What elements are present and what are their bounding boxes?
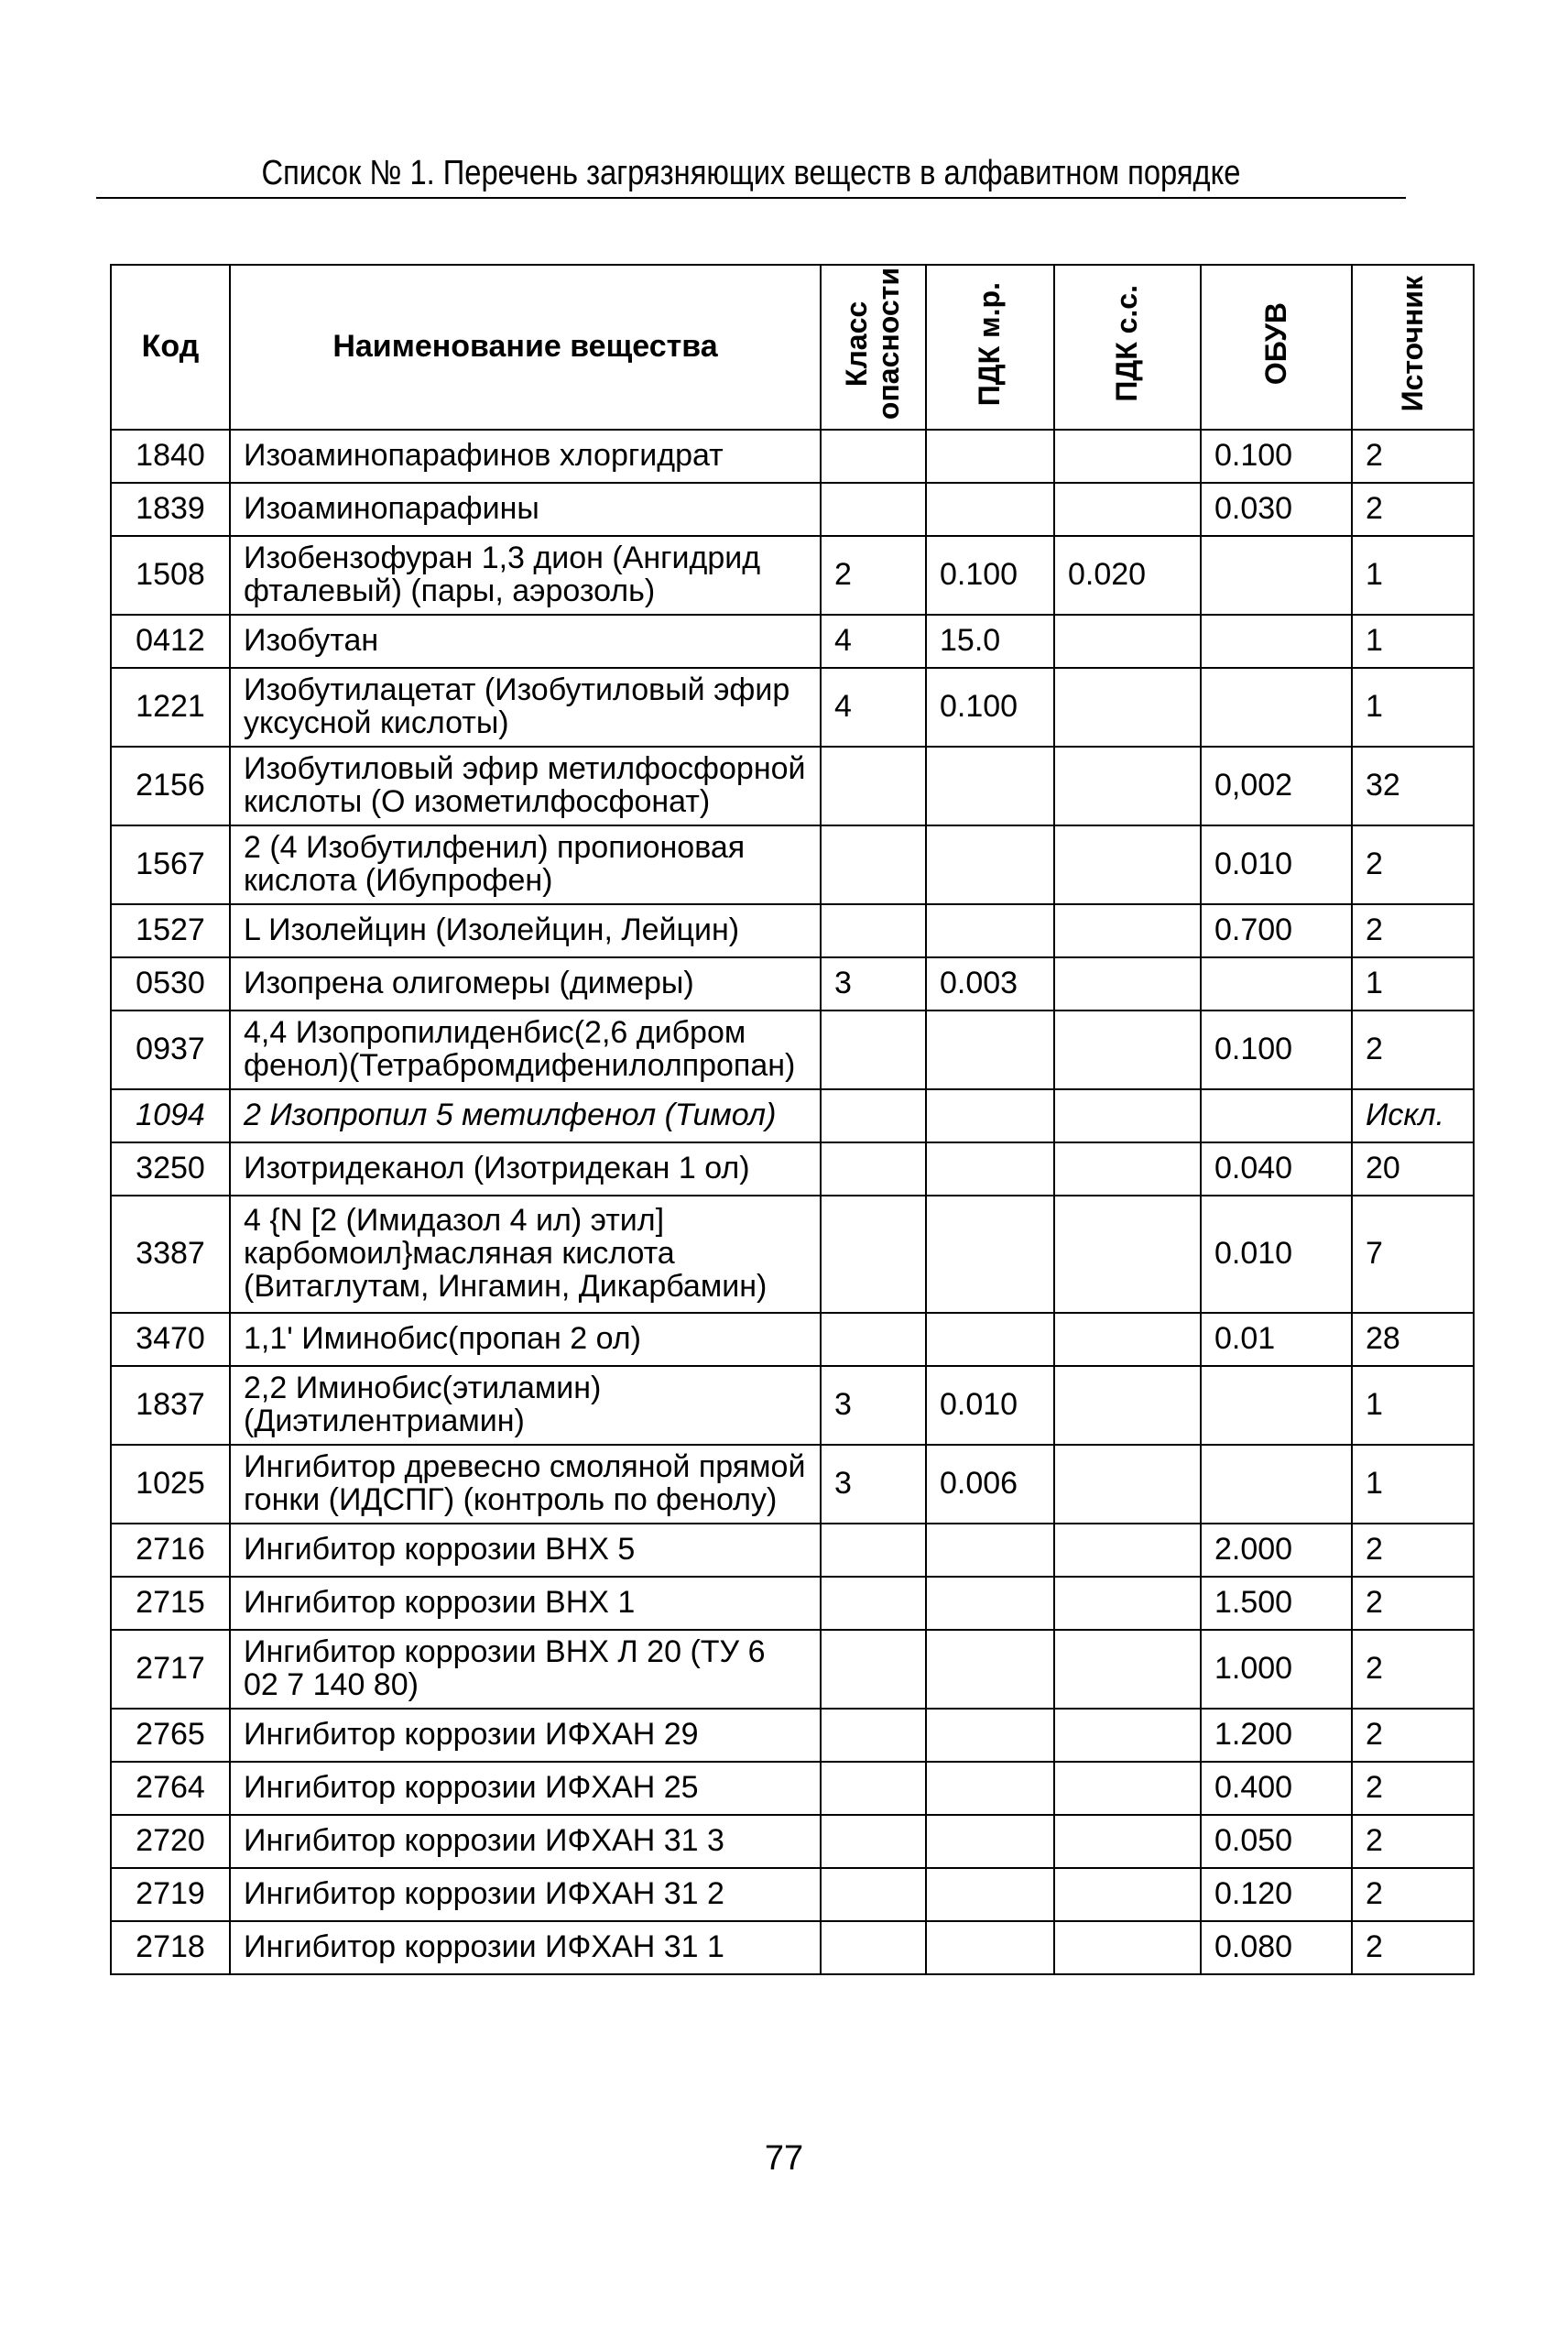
- name-cell: Изобутилацетат (Изобутиловый эфир уксусной кислоты): [230, 668, 821, 747]
- code-cell: 2718: [111, 1921, 230, 1974]
- col-header-pdk-mr: [926, 265, 1054, 430]
- pdk-ss-cell: [1054, 1921, 1201, 1974]
- pdk-mr-cell: [926, 1630, 1054, 1709]
- pdk-ss-cell: [1054, 825, 1201, 904]
- pdk-mr-cell: [926, 825, 1054, 904]
- obuv-cell: [1201, 1445, 1352, 1524]
- source-cell: 2: [1352, 483, 1474, 536]
- name-cell: Ингибитор коррозии ВНХ 1: [230, 1577, 821, 1630]
- source-cell: 2: [1352, 825, 1474, 904]
- code-cell: 1094: [111, 1089, 230, 1142]
- hazard-class-cell: [821, 1196, 926, 1313]
- code-cell: 2716: [111, 1524, 230, 1577]
- col-header-code-label: Код: [141, 329, 200, 365]
- obuv-cell: 0.010: [1201, 825, 1352, 904]
- pdk-ss-cell: [1054, 1630, 1201, 1709]
- pdk-ss-cell: [1054, 957, 1201, 1011]
- hazard-class-cell: [821, 1577, 926, 1630]
- hazard-class-cell: [821, 904, 926, 957]
- page-number: 77: [764, 2139, 804, 2178]
- pdk-mr-cell: 15.0: [926, 615, 1054, 668]
- obuv-cell: 0.040: [1201, 1142, 1352, 1196]
- pdk-mr-cell: 0.100: [926, 668, 1054, 747]
- pdk-ss-cell: [1054, 1089, 1201, 1142]
- source-cell: 2: [1352, 1630, 1474, 1709]
- name-cell: Ингибитор коррозии ИФХАН 29: [230, 1709, 821, 1762]
- hazard-class-cell: [821, 1921, 926, 1974]
- source-cell: 28: [1352, 1313, 1474, 1366]
- pdk-ss-cell: [1054, 483, 1201, 536]
- pdk-ss-cell: [1054, 1577, 1201, 1630]
- name-cell: Ингибитор коррозии ИФХАН 31 1: [230, 1921, 821, 1974]
- obuv-cell: 0.400: [1201, 1762, 1352, 1815]
- code-cell: 1839: [111, 483, 230, 536]
- name-cell: Ингибитор коррозии ИФХАН 31 2: [230, 1868, 821, 1921]
- obuv-cell: 0.010: [1201, 1196, 1352, 1313]
- table-row: [111, 1524, 1474, 1577]
- table-row: [111, 1089, 1474, 1142]
- pdk-mr-cell: 0.010: [926, 1366, 1054, 1445]
- source-cell: 2: [1352, 904, 1474, 957]
- source-cell: 32: [1352, 747, 1474, 825]
- col-header-name: [230, 265, 821, 430]
- source-cell: Искл.: [1352, 1089, 1474, 1142]
- name-cell: Ингибитор коррозии ВНХ Л 20 (ТУ 6 02 7 140 80): [230, 1630, 821, 1709]
- source-cell: 1: [1352, 615, 1474, 668]
- pdk-ss-cell: [1054, 1524, 1201, 1577]
- table-row: [111, 536, 1474, 615]
- source-cell: 1: [1352, 1445, 1474, 1524]
- pdk-mr-cell: [926, 904, 1054, 957]
- table-body: [111, 430, 1474, 1974]
- obuv-cell: [1201, 668, 1352, 747]
- obuv-cell: [1201, 1089, 1352, 1142]
- hazard-class-cell: [821, 1815, 926, 1868]
- source-cell: 2: [1352, 1762, 1474, 1815]
- pdk-ss-cell: [1054, 1011, 1201, 1089]
- name-cell: Изобутан: [230, 615, 821, 668]
- pdk-mr-cell: [926, 1868, 1054, 1921]
- code-cell: 1567: [111, 825, 230, 904]
- pdk-mr-cell: 0.100: [926, 536, 1054, 615]
- name-cell: 2 Изопропил 5 метилфенол (Тимол): [230, 1089, 821, 1142]
- source-cell: 2: [1352, 1868, 1474, 1921]
- pdk-ss-cell: [1054, 1313, 1201, 1366]
- page-title: Список № 1. Перечень загрязняющих веществ в алфавитном порядке: [261, 154, 1241, 192]
- pdk-mr-cell: [926, 430, 1054, 483]
- pdk-mr-cell: [926, 747, 1054, 825]
- obuv-cell: [1201, 957, 1352, 1011]
- pdk-mr-cell: [926, 1762, 1054, 1815]
- code-cell: 2719: [111, 1868, 230, 1921]
- hazard-class-cell: [821, 1524, 926, 1577]
- name-cell: Изобензофуран 1,3 дион (Ангидрид фталевый) (пары, аэрозоль): [230, 536, 821, 615]
- pdk-mr-cell: 0.003: [926, 957, 1054, 1011]
- obuv-cell: 1.000: [1201, 1630, 1352, 1709]
- code-cell: 1025: [111, 1445, 230, 1524]
- table-row: [111, 1762, 1474, 1815]
- hazard-class-cell: [821, 1630, 926, 1709]
- col-header-pdk-ss-label: ПДК с.с.: [1110, 285, 1144, 402]
- hazard-class-cell: [821, 1313, 926, 1366]
- obuv-cell: 1.500: [1201, 1577, 1352, 1630]
- pdk-ss-cell: [1054, 1709, 1201, 1762]
- code-cell: 3470: [111, 1313, 230, 1366]
- obuv-cell: 1.200: [1201, 1709, 1352, 1762]
- code-cell: 1508: [111, 536, 230, 615]
- table-row: [111, 1921, 1474, 1974]
- name-cell: Изоаминопарафины: [230, 483, 821, 536]
- pdk-ss-cell: 0.020: [1054, 536, 1201, 615]
- code-cell: 1837: [111, 1366, 230, 1445]
- pdk-mr-cell: [926, 1524, 1054, 1577]
- pdk-ss-cell: [1054, 747, 1201, 825]
- pdk-mr-cell: [926, 1577, 1054, 1630]
- obuv-cell: 0.030: [1201, 483, 1352, 536]
- code-cell: 2156: [111, 747, 230, 825]
- hazard-class-cell: [821, 825, 926, 904]
- obuv-cell: 2.000: [1201, 1524, 1352, 1577]
- table-row: [111, 483, 1474, 536]
- table-row: [111, 1142, 1474, 1196]
- table-header-row: [111, 265, 1474, 430]
- source-cell: 20: [1352, 1142, 1474, 1196]
- title-underline: [96, 197, 1406, 199]
- name-cell: L Изолейцин (Изолейцин, Лейцин): [230, 904, 821, 957]
- pdk-mr-cell: [926, 1815, 1054, 1868]
- pdk-ss-cell: [1054, 1815, 1201, 1868]
- source-cell: 1: [1352, 957, 1474, 1011]
- pdk-ss-cell: [1054, 615, 1201, 668]
- col-header-pdk-mr-label: ПДК м.р.: [973, 281, 1007, 406]
- hazard-class-cell: [821, 483, 926, 536]
- code-cell: 0412: [111, 615, 230, 668]
- obuv-cell: 0.100: [1201, 1011, 1352, 1089]
- table-row: [111, 1709, 1474, 1762]
- table-row: [111, 1815, 1474, 1868]
- obuv-cell: 0.100: [1201, 430, 1352, 483]
- col-header-name-label: Наименование вещества: [332, 329, 718, 365]
- pdk-mr-cell: [926, 1089, 1054, 1142]
- pdk-mr-cell: [926, 1921, 1054, 1974]
- hazard-class-cell: [821, 1089, 926, 1142]
- hazard-class-cell: [821, 1142, 926, 1196]
- table-row: [111, 747, 1474, 825]
- obuv-cell: [1201, 536, 1352, 615]
- col-header-source: [1352, 265, 1474, 430]
- name-cell: Изотридеканол (Изотридекан 1 ол): [230, 1142, 821, 1196]
- col-header-hazard-class-label: Класс опасности: [840, 268, 906, 421]
- hazard-class-cell: 3: [821, 1366, 926, 1445]
- hazard-class-cell: [821, 1868, 926, 1921]
- col-header-pdk-ss: [1054, 265, 1201, 430]
- pdk-mr-cell: [926, 1709, 1054, 1762]
- name-cell: 4,4 Изопропилиденбис(2,6 дибром фенол)(Тетрабромдифенилолпропан): [230, 1011, 821, 1089]
- substances-table: [110, 264, 1475, 1975]
- table-row: [111, 1313, 1474, 1366]
- source-cell: 7: [1352, 1196, 1474, 1313]
- table-row: [111, 825, 1474, 904]
- source-cell: 1: [1352, 1366, 1474, 1445]
- pdk-mr-cell: [926, 483, 1054, 536]
- table-row: [111, 1011, 1474, 1089]
- pdk-ss-cell: [1054, 904, 1201, 957]
- name-cell: Изобутиловый эфир метилфосфорной кислоты (О изометилфосфонат): [230, 747, 821, 825]
- obuv-cell: 0.080: [1201, 1921, 1352, 1974]
- pdk-ss-cell: [1054, 668, 1201, 747]
- name-cell: 1,1' Иминобис(пропан 2 ол): [230, 1313, 821, 1366]
- code-cell: 3250: [111, 1142, 230, 1196]
- hazard-class-cell: 3: [821, 957, 926, 1011]
- pdk-ss-cell: [1054, 1142, 1201, 1196]
- source-cell: 2: [1352, 1011, 1474, 1089]
- code-cell: 3387: [111, 1196, 230, 1313]
- name-cell: 2,2 Иминобис(этиламин) (Диэтилентриамин): [230, 1366, 821, 1445]
- obuv-cell: [1201, 615, 1352, 668]
- table-row: [111, 1196, 1474, 1313]
- col-header-hazard-class: [821, 265, 926, 430]
- code-cell: 1840: [111, 430, 230, 483]
- table-row: [111, 1445, 1474, 1524]
- pdk-ss-cell: [1054, 1366, 1201, 1445]
- hazard-class-cell: 2: [821, 536, 926, 615]
- source-cell: 2: [1352, 1524, 1474, 1577]
- pdk-mr-cell: [926, 1313, 1054, 1366]
- pdk-mr-cell: [926, 1196, 1054, 1313]
- obuv-cell: 0,002: [1201, 747, 1352, 825]
- obuv-cell: 0.700: [1201, 904, 1352, 957]
- pdk-mr-cell: [926, 1011, 1054, 1089]
- col-header-obuv-label: ОБУВ: [1258, 302, 1292, 386]
- source-cell: 1: [1352, 536, 1474, 615]
- hazard-class-cell: 4: [821, 615, 926, 668]
- code-cell: 0530: [111, 957, 230, 1011]
- code-cell: 1527: [111, 904, 230, 957]
- name-cell: Изопрена олигомеры (димеры): [230, 957, 821, 1011]
- code-cell: 2717: [111, 1630, 230, 1709]
- name-cell: Ингибитор коррозии ИФХАН 25: [230, 1762, 821, 1815]
- source-cell: 2: [1352, 1921, 1474, 1974]
- hazard-class-cell: [821, 430, 926, 483]
- obuv-cell: [1201, 1366, 1352, 1445]
- table-row: [111, 1366, 1474, 1445]
- pdk-mr-cell: [926, 1142, 1054, 1196]
- code-cell: 2765: [111, 1709, 230, 1762]
- pdk-ss-cell: [1054, 1196, 1201, 1313]
- pdk-ss-cell: [1054, 1868, 1201, 1921]
- table-row: [111, 957, 1474, 1011]
- table-row: [111, 668, 1474, 747]
- table-row: [111, 615, 1474, 668]
- name-cell: Ингибитор коррозии ВНХ 5: [230, 1524, 821, 1577]
- table-row: [111, 430, 1474, 483]
- code-cell: 2764: [111, 1762, 230, 1815]
- obuv-cell: 0.01: [1201, 1313, 1352, 1366]
- hazard-class-cell: [821, 1762, 926, 1815]
- source-cell: 2: [1352, 430, 1474, 483]
- name-cell: 2 (4 Изобутилфенил) пропионовая кислота (Ибупрофен): [230, 825, 821, 904]
- code-cell: 2720: [111, 1815, 230, 1868]
- hazard-class-cell: [821, 1709, 926, 1762]
- code-cell: 1221: [111, 668, 230, 747]
- code-cell: 2715: [111, 1577, 230, 1630]
- table-row: [111, 1577, 1474, 1630]
- pdk-ss-cell: [1054, 1445, 1201, 1524]
- table-row: [111, 1630, 1474, 1709]
- name-cell: Ингибитор коррозии ИФХАН 31 3: [230, 1815, 821, 1868]
- hazard-class-cell: 4: [821, 668, 926, 747]
- obuv-cell: 0.120: [1201, 1868, 1352, 1921]
- name-cell: Ингибитор древесно смоляной прямой гонки (ИДСПГ) (контроль по фенолу): [230, 1445, 821, 1524]
- code-cell: 0937: [111, 1011, 230, 1089]
- pdk-ss-cell: [1054, 430, 1201, 483]
- pdk-ss-cell: [1054, 1762, 1201, 1815]
- name-cell: 4 {N [2 (Имидазол 4 ил) этил] карбомоил}масляная кислота (Витаглутам, Ингамин, Дикарбамин): [230, 1196, 821, 1313]
- source-cell: 2: [1352, 1577, 1474, 1630]
- pdk-mr-cell: 0.006: [926, 1445, 1054, 1524]
- source-cell: 2: [1352, 1709, 1474, 1762]
- col-header-obuv: [1201, 265, 1352, 430]
- col-header-source-label: Источник: [1395, 275, 1429, 412]
- name-cell: Изоаминопарафинов хлоргидрат: [230, 430, 821, 483]
- hazard-class-cell: 3: [821, 1445, 926, 1524]
- source-cell: 2: [1352, 1815, 1474, 1868]
- col-header-code: [111, 265, 230, 430]
- table-row: [111, 1868, 1474, 1921]
- source-cell: 1: [1352, 668, 1474, 747]
- obuv-cell: 0.050: [1201, 1815, 1352, 1868]
- table-row: [111, 904, 1474, 957]
- hazard-class-cell: [821, 1011, 926, 1089]
- hazard-class-cell: [821, 747, 926, 825]
